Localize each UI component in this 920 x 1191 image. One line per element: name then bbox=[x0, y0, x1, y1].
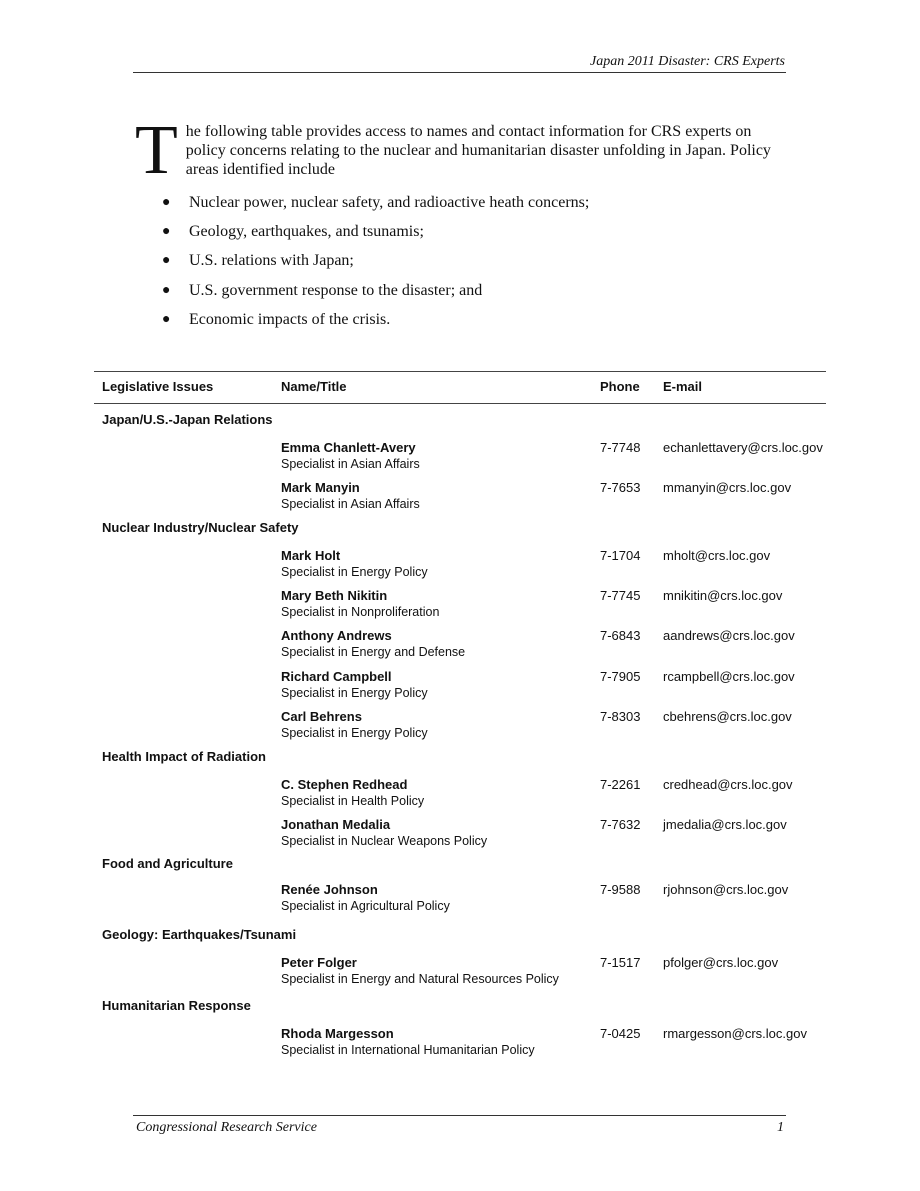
table-row bbox=[94, 480, 826, 521]
expert-title: Specialist in Health Policy bbox=[281, 794, 425, 808]
group-label: Nuclear Industry/Nuclear Safety bbox=[102, 520, 299, 535]
table-row bbox=[94, 440, 826, 480]
expert-name: Renée Johnson bbox=[281, 882, 378, 897]
expert-name: Mark Holt bbox=[281, 548, 341, 563]
table-row bbox=[94, 588, 826, 628]
table-row bbox=[94, 955, 826, 999]
table-row bbox=[94, 548, 826, 588]
list-item: ● Geology, earthquakes, and tsunamis; bbox=[162, 223, 424, 241]
expert-name: Jonathan Medalia bbox=[281, 817, 391, 832]
table-row bbox=[94, 709, 826, 750]
column-header: E-mail bbox=[663, 379, 703, 394]
list-item: ● Economic impacts of the crisis. bbox=[162, 310, 391, 328]
header-divider bbox=[133, 72, 786, 73]
group-label: Food and Agriculture bbox=[102, 856, 233, 871]
expert-title: Specialist in Energy and Defense bbox=[281, 645, 466, 659]
expert-title: Specialist in Nonproliferation bbox=[281, 605, 440, 619]
column-header: Phone bbox=[600, 379, 640, 394]
expert-phone: 7-6843 bbox=[600, 628, 641, 643]
expert-email[interactable]: mnikitin@crs.loc.gov bbox=[663, 588, 783, 603]
expert-email[interactable]: rjohnson@crs.loc.gov bbox=[663, 882, 789, 897]
running-header: Japan 2011 Disaster: CRS Experts bbox=[590, 54, 785, 69]
expert-phone: 7-7905 bbox=[600, 669, 641, 684]
column-header: Legislative Issues bbox=[102, 379, 214, 394]
expert-title: Specialist in International Humanitarian Policy bbox=[281, 1043, 535, 1057]
expert-name: C. Stephen Redhead bbox=[281, 777, 408, 792]
intro-paragraph bbox=[135, 112, 785, 189]
table-row bbox=[94, 1026, 826, 1066]
table-row bbox=[94, 817, 826, 857]
bullet-icon: ● bbox=[162, 311, 171, 327]
bullet-icon: ● bbox=[162, 282, 171, 298]
expert-email[interactable]: pfolger@crs.loc.gov bbox=[663, 955, 779, 970]
expert-title: Specialist in Agricultural Policy bbox=[281, 899, 450, 913]
expert-email[interactable]: aandrews@crs.loc.gov bbox=[663, 628, 795, 643]
bullet-icon: ● bbox=[162, 195, 171, 210]
expert-phone: 7-7745 bbox=[600, 588, 641, 603]
expert-name: Peter Folger bbox=[281, 955, 357, 970]
expert-email[interactable]: mholt@crs.loc.gov bbox=[663, 548, 771, 563]
expert-title: Specialist in Energy Policy bbox=[281, 726, 428, 740]
column-header: Name/Title bbox=[281, 379, 347, 394]
expert-email[interactable]: rmargesson@crs.loc.gov bbox=[663, 1026, 807, 1041]
expert-email[interactable]: mmanyin@crs.loc.gov bbox=[663, 480, 792, 495]
intro-text: he following table provides access to names and contact information for CRS experts on policy concerns relating to the nuclear and humanitarian disaster unfolding in Japan. Policy areas identified include bbox=[185, 123, 771, 178]
expert-name: Mary Beth Nikitin bbox=[281, 588, 388, 603]
table-header-row bbox=[94, 372, 826, 403]
experts-table bbox=[94, 371, 826, 1066]
expert-phone: 7-8303 bbox=[600, 709, 641, 724]
expert-title: Specialist in Nuclear Weapons Policy bbox=[281, 834, 488, 848]
expert-email[interactable]: echanlettavery@crs.loc.gov bbox=[663, 440, 823, 455]
expert-title: Specialist in Asian Affairs bbox=[281, 457, 420, 471]
expert-email[interactable]: rcampbell@crs.loc.gov bbox=[663, 669, 795, 684]
table-row bbox=[94, 628, 826, 669]
table-row bbox=[94, 669, 826, 709]
expert-name: Richard Campbell bbox=[281, 669, 392, 684]
footer-divider bbox=[133, 1115, 786, 1116]
expert-phone: 7-1517 bbox=[600, 955, 641, 970]
expert-email[interactable]: jmedalia@crs.loc.gov bbox=[663, 817, 787, 832]
expert-phone: 7-2261 bbox=[600, 777, 641, 792]
expert-name: Anthony Andrews bbox=[281, 628, 392, 643]
group-label: Health Impact of Radiation bbox=[102, 749, 266, 764]
list-item: ● U.S. relations with Japan; bbox=[162, 252, 354, 270]
expert-name: Rhoda Margesson bbox=[281, 1026, 394, 1041]
page-number: 1 bbox=[777, 1120, 784, 1135]
expert-name: Carl Behrens bbox=[281, 709, 362, 724]
expert-email[interactable]: credhead@crs.loc.gov bbox=[663, 777, 793, 792]
expert-email[interactable]: cbehrens@crs.loc.gov bbox=[663, 709, 792, 724]
bullet-icon: ● bbox=[162, 224, 171, 240]
expert-phone: 7-7653 bbox=[600, 480, 641, 495]
bullet-icon: ● bbox=[162, 253, 171, 269]
drop-cap: T bbox=[135, 112, 178, 189]
expert-phone: 7-7748 bbox=[600, 440, 641, 455]
list-item: ● U.S. government response to the disaster; and bbox=[162, 281, 483, 299]
expert-phone: 7-0425 bbox=[600, 1026, 641, 1041]
group-label: Japan/U.S.-Japan Relations bbox=[102, 412, 273, 427]
expert-phone: 7-7632 bbox=[600, 817, 641, 832]
group-label: Geology: Earthquakes/Tsunami bbox=[102, 927, 297, 942]
expert-name: Emma Chanlett-Avery bbox=[281, 440, 416, 455]
group-label: Humanitarian Response bbox=[102, 998, 251, 1013]
table-row bbox=[94, 777, 826, 817]
expert-phone: 7-9588 bbox=[600, 882, 641, 897]
policy-areas-list bbox=[160, 193, 589, 339]
expert-name: Mark Manyin bbox=[281, 480, 360, 495]
expert-title: Specialist in Energy Policy bbox=[281, 565, 428, 579]
expert-phone: 7-1704 bbox=[600, 548, 641, 563]
expert-title: Specialist in Asian Affairs bbox=[281, 497, 420, 511]
footer-publisher: Congressional Research Service bbox=[136, 1120, 317, 1135]
table-row bbox=[94, 882, 826, 928]
expert-title: Specialist in Energy and Natural Resources Policy bbox=[281, 972, 559, 986]
expert-title: Specialist in Energy Policy bbox=[281, 686, 428, 700]
list-item: ● Nuclear power, nuclear safety, and radioactive heath concerns; bbox=[162, 194, 590, 211]
